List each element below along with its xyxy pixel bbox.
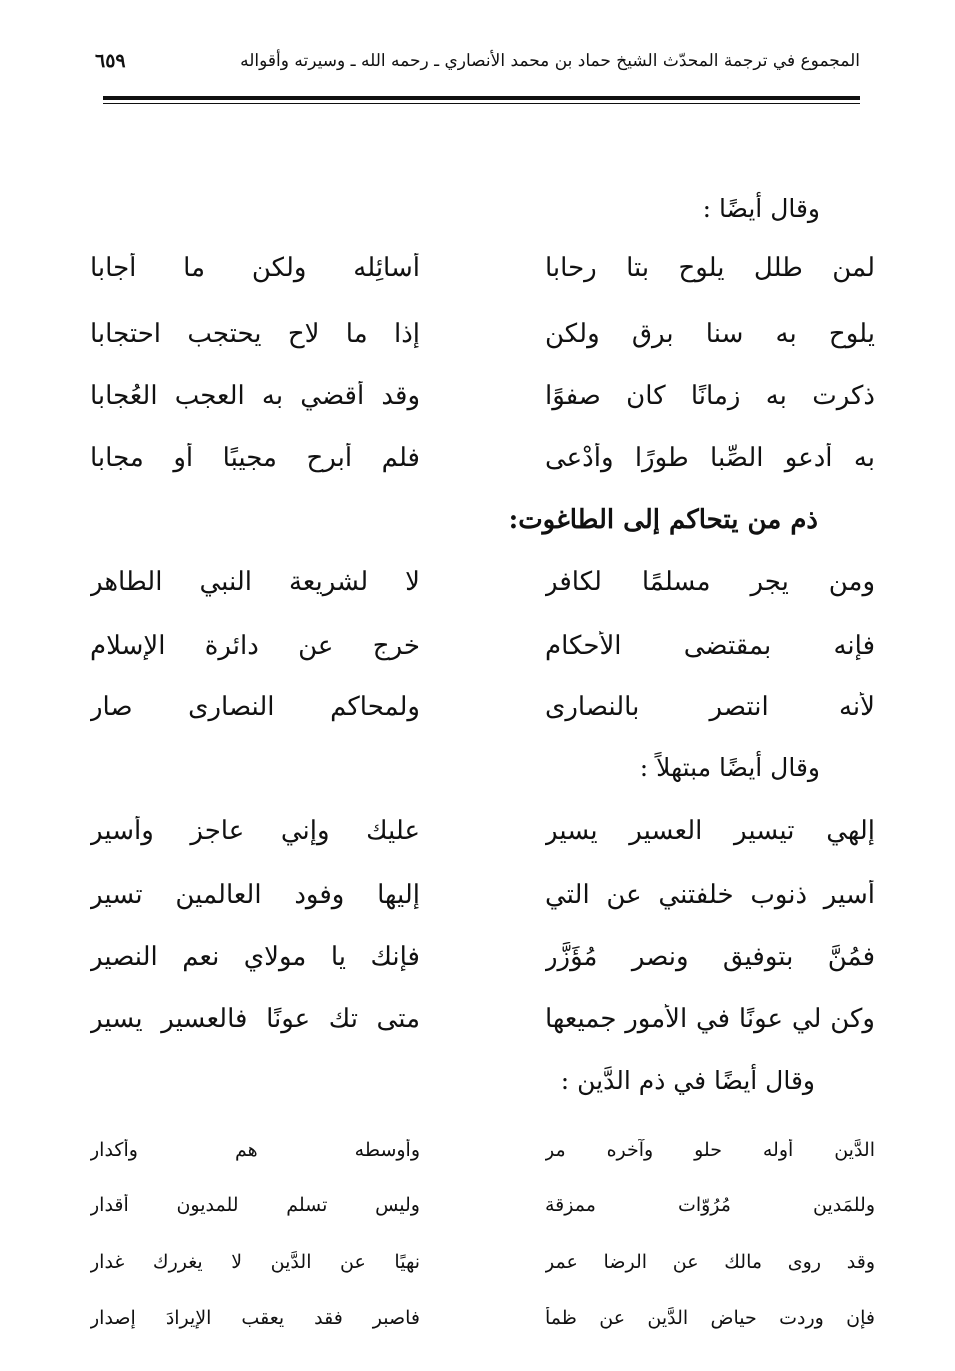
verse-line — [80, 806, 875, 856]
verse-line — [80, 621, 875, 671]
header-rule-thick — [103, 96, 860, 100]
verse-line — [80, 682, 875, 732]
verse-second-hemistich: فلم أبرح مجيبًا أو مجابا — [90, 443, 420, 473]
header-rule-thin — [103, 103, 860, 104]
verse-first-hemistich: فمُنَّ بتوفيق ونصر مُؤَزَّر — [545, 942, 875, 972]
verse-first-hemistich: ومن يجر مسلمًا لكافر — [545, 567, 875, 597]
verse-second-hemistich: إليها وفود العالمين تسير — [90, 880, 420, 910]
verse-first-hemistich: يلوح به سنا برق ولكن — [545, 319, 875, 349]
verse-first-hemistich: وكن لي عونًا في الأمور جميعها — [545, 1004, 875, 1034]
verse-first-hemistich: فإنه بمقتضى الأحكام — [545, 631, 875, 661]
verse-line — [80, 433, 875, 483]
verse-second-hemistich: وليس تسلم للمديون أقدار — [90, 1194, 420, 1216]
verse-second-hemistich: فاصبر فقد يعقب الإيرادَ إصدار — [90, 1307, 420, 1329]
verse-second-hemistich: متى تك عونًا فالعسير يسير — [90, 1004, 420, 1034]
verse-line — [80, 309, 875, 359]
verse-second-hemistich: إذا ما لاح يحتجب احتجابا — [90, 319, 420, 349]
page-number: ٦٥٩ — [95, 50, 126, 72]
verse-line — [80, 1125, 875, 1175]
verse-first-hemistich: وقد روى مالك عن الرضا عمر — [545, 1251, 875, 1273]
poem-intro: وقال أيضًا مبتهلاً : — [639, 752, 820, 782]
verse-first-hemistich: أسير ذنوب خلفتني عن التي — [545, 880, 875, 910]
verse-line — [80, 870, 875, 920]
verse-line — [80, 1237, 875, 1287]
section-heading: ذم من يتحاكم إلى الطاغوت: — [508, 505, 818, 535]
verse-first-hemistich: الدَّين أوله حلو وآخره مر — [545, 1139, 875, 1161]
verse-second-hemistich: وقد أقضي به العجب العُجابا — [90, 381, 420, 411]
running-title: المجموع في ترجمة المحدّث الشيخ حماد بن محمد الأنصاري ـ رحمه الله ـ وسيرته وأقواله — [240, 51, 860, 71]
verse-second-hemistich: خرج عن دائرة الإسلام — [90, 631, 420, 661]
verse-second-hemistich: نهيًا عن الدَّين لا يغررك غدار — [90, 1251, 420, 1273]
verse-second-hemistich: عليك وإني عاجز وأسير — [90, 816, 420, 846]
verse-first-hemistich: لمن طلل يلوح بتا رحابا — [545, 253, 875, 283]
verse-second-hemistich: لا لشريعة النبي الطاهر — [90, 567, 420, 597]
verse-line — [80, 557, 875, 607]
verse-first-hemistich: وللمَدين مُرُوّات ممزقة — [545, 1194, 875, 1216]
poem-intro: وقال أيضًا : — [702, 193, 820, 223]
verse-first-hemistich: ذكرت به زمانًا كان صفوًا — [545, 381, 875, 411]
page-header — [95, 44, 860, 78]
verse-line — [80, 932, 875, 982]
verse-line — [80, 994, 875, 1044]
verse-line — [80, 1293, 875, 1343]
verse-line — [80, 371, 875, 421]
poem-intro: وقال أيضًا في ذم الدَّين : — [560, 1065, 815, 1095]
verse-line — [80, 243, 875, 293]
verse-second-hemistich: وأوسطه هم وأكدار — [90, 1139, 420, 1161]
verse-line — [80, 1180, 875, 1230]
verse-first-hemistich: فإن وردت حياض الدَّين عن ظمأ — [545, 1307, 875, 1329]
verse-second-hemistich: أسائِله ولكن ما أجابا — [90, 253, 420, 283]
verse-first-hemistich: إلهي تيسير العسير يسير — [545, 816, 875, 846]
verse-first-hemistich: لأنه انتصر بالنصارى — [545, 692, 875, 722]
verse-second-hemistich: فإنك يا مولاي نعم النصير — [90, 942, 420, 972]
verse-second-hemistich: ولمحاكم النصارى صار — [90, 692, 420, 722]
verse-first-hemistich: به أدعو الصِّبا طورًا وأدْعى — [545, 443, 875, 473]
